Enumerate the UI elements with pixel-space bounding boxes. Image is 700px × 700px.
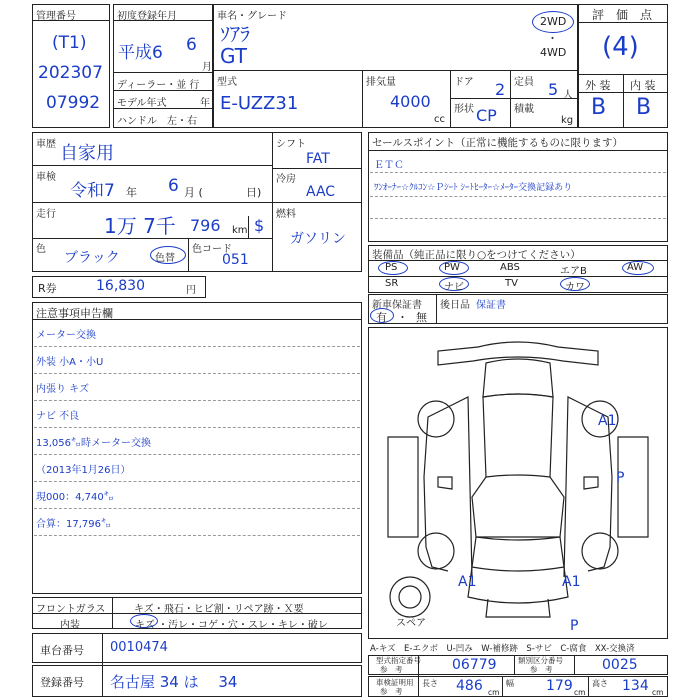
capacity-value: 5 xyxy=(548,80,559,99)
note-rule xyxy=(34,346,360,347)
load-unit: kg xyxy=(561,115,574,126)
car-name-label: 車名・グレード xyxy=(217,11,287,22)
fuel-value: ガソリン xyxy=(290,231,346,247)
shape-label: 形状 xyxy=(454,104,474,115)
front-glass-items: キズ・飛石・ヒビ割・リペア跡・Ｘ要 xyxy=(134,604,304,615)
equip-ps: PS xyxy=(385,262,398,273)
note-line: 合算：17,796㌔ xyxy=(36,519,111,530)
color-change: 色替 xyxy=(155,253,175,264)
displacement-label: 排気量 xyxy=(366,77,396,88)
chassis-label: 車台番号 xyxy=(40,644,84,657)
note-line: ナビ 不良 xyxy=(36,411,80,422)
recycle-unit: 円 xyxy=(186,285,196,296)
first-registration-year: 6 xyxy=(186,35,197,55)
equip-airbag: エアB xyxy=(560,266,587,277)
length-unit: cm xyxy=(488,688,500,697)
drive-4wd: 4WD xyxy=(540,46,567,59)
warranty-label: 新車保証書 xyxy=(372,300,422,311)
height-unit: cm xyxy=(652,688,664,697)
recycle-label: R券 xyxy=(38,282,57,295)
equip-leather: カワ xyxy=(565,282,585,293)
front-glass-label: フロントガラス xyxy=(36,604,106,615)
width-label: 幅 xyxy=(506,679,514,688)
category-value: 0025 xyxy=(602,657,638,673)
shape-value: CP xyxy=(476,106,497,125)
length-label: 長さ xyxy=(422,679,438,688)
warranty-no: 無 xyxy=(416,311,427,324)
equip-aw: AW xyxy=(627,262,644,273)
damage-mark-front-right: A1 xyxy=(562,574,581,590)
width-unit: cm xyxy=(574,688,586,697)
color-value: ブラック xyxy=(64,250,120,266)
inspection-era: 令和7 xyxy=(70,181,115,201)
color-label: 色 xyxy=(36,244,46,255)
load-label: 積載 xyxy=(514,104,534,115)
color-code-label: 色コード xyxy=(192,244,232,255)
exterior-label: 外 装 xyxy=(585,79,611,92)
capacity-unit: 人 xyxy=(563,90,573,101)
inspection-day-unit: 日) xyxy=(246,186,262,199)
model-year-unit: 年 xyxy=(200,98,210,109)
mileage-dollar: $ xyxy=(254,216,265,235)
type-designation-ref: 参 考 xyxy=(380,665,403,674)
drive-dot: ・ xyxy=(547,32,558,45)
equipment-title: 装備品（純正品に限り○をつけてください） xyxy=(372,249,581,261)
shift-value: FAT xyxy=(306,151,330,167)
first-registration-month-unit: 月 xyxy=(202,62,212,73)
interior-label: 内 装 xyxy=(630,79,656,92)
door-value: 2 xyxy=(495,80,506,99)
evaluation-score: (4) xyxy=(602,32,639,62)
interior-grade: B xyxy=(636,95,652,120)
first-registration-box xyxy=(113,4,213,128)
note-rule xyxy=(34,481,360,482)
height-value: 134 xyxy=(622,678,649,694)
note-rule xyxy=(34,373,360,374)
cert-label: 車検証明用 xyxy=(376,678,414,687)
damage-mark-right-side: P xyxy=(616,470,625,486)
damage-legend: A-キズ E-エクボ U-凹み W-補修跡 S-サビ C-腐食 XX-交換済 xyxy=(370,644,635,654)
note-rule xyxy=(34,454,360,455)
car-name: ｿｱﾗ xyxy=(220,22,250,46)
interior-scratch: キズ xyxy=(135,620,155,631)
note-line: メーター交換 xyxy=(36,330,96,341)
note-line: 現000：4,740㌔ xyxy=(36,492,114,503)
mileage-tail: 796 xyxy=(190,216,221,235)
equip-navi: ナビ xyxy=(444,282,464,293)
management-label: 管理番号 xyxy=(36,11,76,22)
capacity-label: 定員 xyxy=(514,77,534,88)
note-rule xyxy=(34,508,360,509)
damage-mark-rear-right: A1 xyxy=(598,413,617,429)
notes-title: 注意事項申告欄 xyxy=(36,307,113,320)
inspection-month: 6 xyxy=(168,176,179,196)
note-rule xyxy=(34,400,360,401)
door-label: ドア xyxy=(454,77,474,88)
warranty-yes: 有 xyxy=(376,311,387,324)
sales-point-1: ＥＴＣ xyxy=(374,160,404,171)
note-line: （2013年1月26日） xyxy=(36,465,131,476)
interior-condition-items: ・汚レ・コゲ・穴・スレ・キレ・破レ xyxy=(158,620,328,631)
length-value: 486 xyxy=(456,678,483,694)
first-registration-label: 初度登録年月 xyxy=(117,11,177,22)
model-year-label: モデル年式 xyxy=(117,98,167,109)
history-value: 自家用 xyxy=(60,143,114,164)
exterior-grade: B xyxy=(591,95,607,120)
shift-label: シフト xyxy=(276,139,306,150)
inspection-label: 車検 xyxy=(36,172,56,183)
mileage-label: 走行 xyxy=(36,209,56,220)
equip-abs: ABS xyxy=(500,262,520,273)
type-designation-value: 06779 xyxy=(452,657,497,673)
note-line: 内張り キズ xyxy=(36,384,89,395)
ac-value: AAC xyxy=(306,184,336,200)
spare-label: スペア xyxy=(396,618,426,629)
equip-sr: SR xyxy=(385,278,399,289)
evaluation-label: 評 価 点 xyxy=(592,8,653,22)
note-rule xyxy=(34,535,360,536)
recycle-value: 16,830 xyxy=(96,278,145,294)
ac-label: 冷房 xyxy=(276,174,296,185)
equip-pw: PW xyxy=(444,262,460,273)
inspection-month-unit: 月 ( xyxy=(184,186,203,199)
first-registration-era: 平成6 xyxy=(118,43,163,63)
dealer-label: ディーラー・並 行 xyxy=(117,80,200,91)
type-value: E-UZZ31 xyxy=(220,93,299,114)
management-number-1: 202307 xyxy=(38,63,103,83)
drive-2wd: 2WD xyxy=(540,15,567,28)
damage-mark-front: P xyxy=(570,618,579,634)
mileage-unit: km xyxy=(232,225,248,236)
fuel-label: 燃料 xyxy=(276,209,296,220)
displacement-unit: cc xyxy=(434,114,445,125)
car-grade: GT xyxy=(220,44,248,68)
after-items-label: 後日品 xyxy=(440,300,470,311)
equip-tv: TV xyxy=(505,278,518,289)
registration-label: 登録番号 xyxy=(40,676,84,689)
color-code-value: 051 xyxy=(222,252,249,268)
category-label: 類別区分番号 xyxy=(518,656,563,665)
warranty-dot: ・ xyxy=(397,311,408,324)
note-line: 13,056㌔時メーター交換 xyxy=(36,438,151,449)
type-label: 型式 xyxy=(217,77,237,88)
note-line: 外装 小A・小U xyxy=(36,357,104,368)
management-t: (T1) xyxy=(52,33,87,53)
type-designation-label: 型式指定番号 xyxy=(376,656,421,665)
management-number-2: 07992 xyxy=(46,93,101,113)
chassis-value: 0010474 xyxy=(110,640,168,655)
inspection-year-unit: 年 xyxy=(126,186,137,199)
cert-ref: 参 考 xyxy=(380,687,403,696)
handle-label: ハンドル 左・右 xyxy=(117,116,197,127)
note-rule xyxy=(34,427,360,428)
height-label: 高さ xyxy=(592,679,608,688)
history-label: 車歴 xyxy=(36,139,56,150)
displacement-value: 4000 xyxy=(390,92,431,111)
mileage-value: 1万 7千 xyxy=(104,214,176,238)
registration-value: 名古屋 34 は 34 xyxy=(110,673,238,691)
sales-points-title: セールスポイント（正常に機能するものに限ります） xyxy=(372,137,624,149)
interior-condition-label: 内装 xyxy=(60,620,80,631)
sales-point-2: ﾜﾝｵｰﾅｰ☆ｸﾙｺﾝ☆Ｐｼｰﾄ ｼｰﾄﾋｰﾀｰ☆ﾒｰﾀｰ交換記録あり xyxy=(374,183,573,193)
after-items-value: 保証書 xyxy=(476,300,506,311)
damage-mark-front-left: A1 xyxy=(458,574,477,590)
category-ref: 参 考 xyxy=(530,665,553,674)
width-value: 179 xyxy=(546,678,573,694)
